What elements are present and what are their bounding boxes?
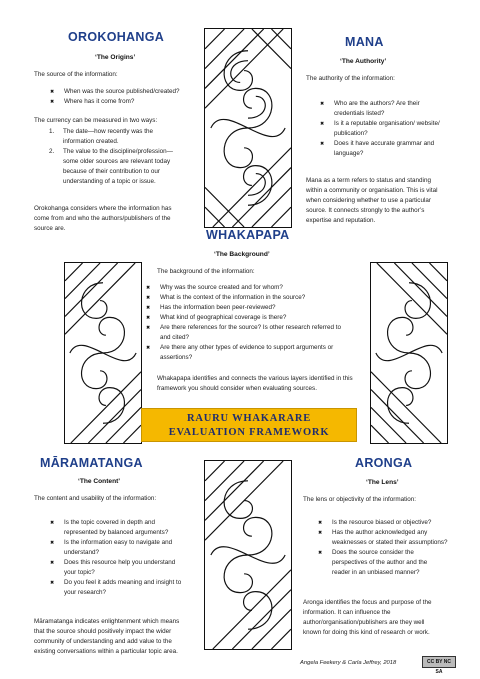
list-item: ✖ Has the author acknowledged any weaknesses or stated their assumptions? [318, 528, 473, 548]
koru-carving-icon [65, 263, 141, 443]
list-item: ✖ Where has it come from? [50, 97, 200, 107]
banner-line-2: EVALUATION FRAMEWORK [168, 427, 330, 438]
aronga-intro: The lens or objectivity of the information: [303, 496, 417, 503]
whakapapa-subtitle: ‘The Background’ [214, 251, 270, 258]
maramatanga-bullets [50, 518, 205, 598]
list-item: ✖ Do you feel it adds meaning and insight to your research? [50, 578, 205, 598]
koru-carving-icon [205, 29, 291, 227]
maramatanga-intro: The content and usability of the information: [34, 495, 157, 502]
list-item: ✖ Is it a reputable organisation/ website/ publication? [320, 119, 470, 139]
aronga-heading: ARONGA [355, 456, 413, 470]
carving-left [64, 262, 142, 444]
list-item: ✖ When was the source published/created? [50, 87, 200, 97]
list-item: ✖ Does this resource help you understand your topic? [50, 558, 205, 578]
orokohanga-numbered-list [49, 127, 199, 187]
orokohanga-subtitle: ‘The Origins’ [95, 54, 136, 61]
carving-top [204, 28, 292, 228]
list-item: ✖ Does the source consider the perspectives of the author and the reader in an unbiased manner? [318, 548, 473, 578]
orokohanga-bullets [50, 87, 200, 107]
framework-title-banner [141, 408, 357, 442]
author-credit: Angela Feekery & Carla Jeffrey, 2018 [300, 660, 397, 666]
list-item: ✖ Does it have accurate grammar and language? [320, 139, 470, 159]
list-item: ✖ Is the resource biased or objective? [318, 518, 473, 528]
list-item: ✖ Is the topic covered in depth and represented by balanced arguments? [50, 518, 205, 538]
list-item: ✖ What is the context of the information in the source? [146, 293, 371, 303]
carving-right [370, 262, 448, 444]
banner-line-1: RAURU WHAKARARE [186, 413, 312, 424]
list-item: ✖ Are there references for the source? Is other research referred to and cited? [146, 323, 371, 343]
aronga-summary: Aronga identifies the focus and purpose of the information. It can influence the author/organisation/publishers are they well known for doing this kind of research or work. [303, 599, 432, 636]
carving-bottom [204, 460, 292, 650]
list-item: ✖ Who are the authors? Are their credentials listed? [320, 99, 470, 119]
orokohanga-summary: Orokohanga considers where the information has come from and who the authors/publishers of the source are. [34, 205, 172, 232]
whakapapa-intro: The background of the information: [157, 268, 255, 275]
orokohanga-intro: The source of the information: [34, 71, 118, 78]
koru-carving-icon [371, 263, 447, 443]
list-item: ✖ Are there any other types of evidence to support arguments or assertions? [146, 343, 371, 363]
list-item: ✖ Is the information easy to navigate and understand? [50, 538, 205, 558]
creative-commons-license-icon[interactable]: CC BY NC SA [422, 656, 456, 668]
orokohanga-currency-intro: The currency can be measured in two ways: [34, 117, 158, 124]
mana-heading: MANA [345, 35, 384, 49]
maramatanga-heading: MĀRAMATANGA [40, 456, 143, 470]
mana-subtitle: ‘The Authority’ [340, 58, 387, 65]
maramatanga-summary: Māramatanga indicates enlightenment which means that the source should positively impact the wider community of understanding and add value to the existing conversations within a particular topic area. [34, 618, 180, 655]
list-item: ✖ What kind of geographical coverage is there? [146, 313, 371, 323]
aronga-subtitle: ‘The Lens’ [366, 479, 399, 486]
whakapapa-summary: Whakapapa identifies and connects the various layers identified in this framework you should consider when evaluating sources. [157, 375, 353, 392]
koru-carving-icon [205, 461, 291, 649]
mana-summary: Mana as a term refers to status and standing within a community or organisation. This is vital when considering whether to use a particular source. It connects strongly to the author’s expertise and reputation. [306, 177, 438, 224]
mana-bullets [320, 99, 470, 159]
aronga-bullets [318, 518, 473, 578]
list-item: 2. The value to the discipline/profession— some older sources are relevant today because of their contribution to our understanding of a topic or issue. [49, 148, 173, 185]
orokohanga-heading: OROKOHANGA [68, 30, 165, 44]
list-item: ✖ Has the information been peer-reviewed? [146, 303, 371, 313]
list-item: 1. The date—how recently was the information created. [49, 128, 153, 145]
list-item: ✖ Why was the source created and for whom? [146, 283, 371, 293]
mana-intro: The authority of the information: [306, 75, 395, 82]
whakapapa-heading: WHAKAPAPA [206, 228, 290, 242]
whakapapa-bullets [146, 283, 371, 363]
maramatanga-subtitle: ‘The Content’ [78, 478, 121, 485]
